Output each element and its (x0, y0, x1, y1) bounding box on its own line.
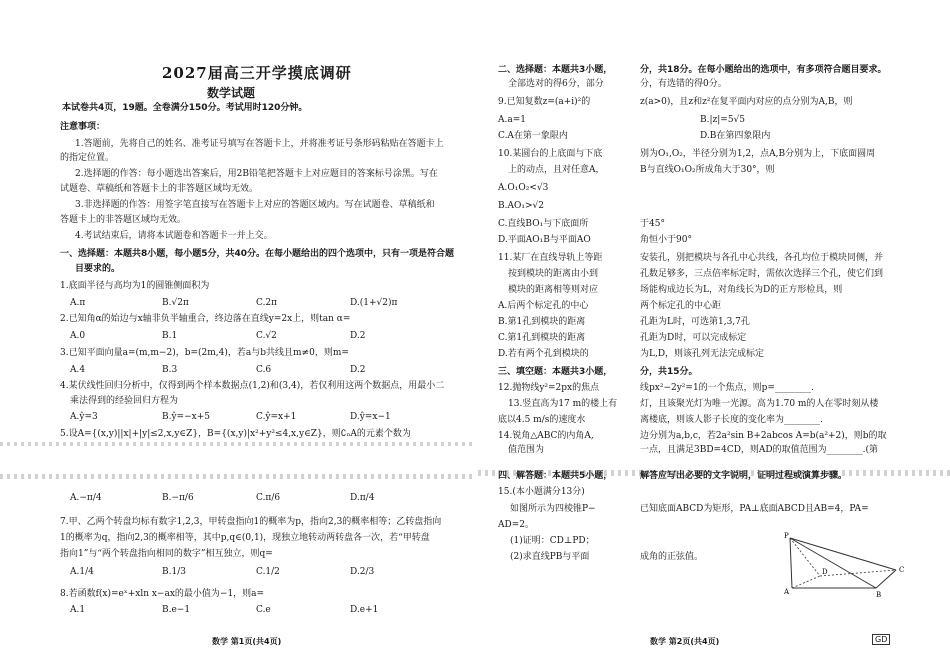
left-column-line: C.第1孔到模块的距离 (498, 333, 586, 343)
vertex-label-p: P (784, 532, 789, 540)
left-column-line: 11.某厂在直线导轨上等距 (498, 253, 603, 263)
vertex-label-a: A (784, 588, 790, 596)
option-d: D.(1+√2)π (350, 298, 398, 308)
option-a: A.1/4 (70, 567, 94, 577)
right-column-line: D.B在第四象限内 (700, 131, 771, 141)
notice-line: 2.选择题的作答：每小题选出答案后，用2B铅笔把答题卡上对应题目的答案标号涂黑。写在 (75, 169, 438, 179)
option-b: B.√2π (162, 298, 189, 308)
scan-fold-blur (0, 474, 472, 479)
section-heading: 目要求的。 (75, 264, 121, 274)
question-stem: 5.设A={(x,y)||x|+|y|≤2,x,y∈Z}，B={(x,y)|x²+y²≤4,x,y∈Z}，则∁ₙA的元素个数为 (60, 429, 411, 439)
left-column-line: A.后两个标定孔的中心 (498, 301, 589, 311)
notice-line: 试题卷、草稿纸和答题卡上的非答题区域均无效。 (60, 184, 259, 194)
notice-line: 的指定位置。 (60, 153, 115, 163)
option-a: A.0 (70, 331, 86, 341)
left-column-line: 14.锐角△ABC的内角A, (498, 431, 594, 441)
right-column-line: 孔数足够多，三点倍率标定时，需依次选择三个孔，使它们到 (640, 269, 884, 279)
option-a: A.1 (70, 605, 86, 615)
right-column-line: 于45° (640, 219, 665, 229)
right-column-line: z(a>0)，且z和z²在复平面内对应的点分别为A,B，则 (640, 97, 853, 107)
question-stem: 8.若函数f(x)=eˣ+xln x−ax的最小值为−1，则a= (60, 589, 265, 599)
scan-fold-blur (0, 442, 472, 446)
notice-line: 3.非选择题的作答：用签字笔直接写在答题卡上对应的答题区域内。写在试题卷、草稿纸和 (75, 200, 435, 210)
option-c: C.1/2 (256, 567, 280, 577)
option-d: D.2 (350, 365, 366, 375)
right-column-line: B与直线O₁O₂所成角大于30°，则 (640, 165, 775, 175)
exam-title: 2027届高三开学摸底调研 (162, 64, 352, 82)
option-d: D.2/3 (350, 567, 375, 577)
print-code-badge: GD (872, 634, 890, 645)
left-column-line: A.O₁O₂<√3 (498, 183, 549, 193)
question-stem: 3.已知平面向量a=(m,m−2)，b=(2m,4)，若a与b共线且m≠0，则m= (60, 348, 349, 358)
left-column-line: 二、选择题：本题共3小题， (498, 65, 613, 75)
right-column-line: 场能构成边长为L，对角线长为D的正方形检具，则 (640, 285, 843, 295)
section-heading: 四、解答题：本题共5小题， (498, 471, 613, 481)
left-column-line: 13.竖直高为17 m的楼上有 (508, 399, 618, 409)
left-column-line: D.平面AO₁B与平面AO (498, 235, 591, 245)
exam-page-2 (478, 0, 950, 672)
question-stem: AD=2。 (498, 520, 534, 530)
option-b: B.1 (162, 331, 178, 341)
option-b: B.−π/6 (162, 493, 194, 503)
left-column-line: C.A在第一象限内 (498, 131, 568, 141)
question-stem: 乘法得到的经验回归方程为 (70, 396, 179, 406)
option-c: C.π/6 (256, 493, 281, 503)
right-column-line: 分，有选错的得0分。 (640, 79, 727, 89)
option-d: D.ŷ=x−1 (350, 412, 391, 422)
right-column-line: 一点，且满足3BD=4CD，则AD的取值范围为________.(第 (640, 445, 879, 455)
question-title: 15.(本小题满分13分) (498, 487, 585, 497)
left-column-line: 底以4.5 m/s的速度水 (498, 415, 586, 425)
question-part: (1)证明：CD⊥PD； (510, 536, 595, 546)
question-stem: 已知底面ABCD为矩形，PA⊥底面ABCD且AB=4，PA= (640, 504, 869, 514)
option-d: D.2 (350, 331, 366, 341)
left-column-line: C.直线BO₁与下底面所 (498, 219, 589, 229)
right-column-line: 为L,D，则该孔列无法完成标定 (640, 349, 765, 359)
vertex-label-b: B (876, 591, 882, 599)
right-column-line: 分，共15分。 (640, 367, 698, 377)
right-column-line: 孔距为D时，可以完成标定 (640, 333, 747, 343)
option-d: D.π/4 (350, 493, 375, 503)
notice-line: 1.答题前，先将自己的姓名、准考证号填写在答题卡上，并将准考证号条形码粘贴在答题卡上 (75, 139, 444, 149)
left-column-line: D.若有两个孔到模块的 (498, 349, 589, 359)
left-column-line: 9.已知复数z=(a+i)²的 (498, 97, 591, 107)
option-c: C.√2 (256, 331, 277, 341)
left-column-line: 全部选对的得6分，部分 (508, 79, 604, 89)
left-column-line: 10.某圆台的上底面与下底 (498, 149, 603, 159)
right-column-line: 边分别为a,b,c，若2a²sin B+2abcos A=b(a²+2)，则b的取 (640, 431, 887, 441)
section-heading: 一、选择题：本题共8小题，每小题5分，共40分。在每小题给出的四个选项中，只有一项是符合题 (60, 249, 455, 259)
option-a: A.ŷ=3 (70, 412, 98, 422)
option-b: B.e−1 (162, 605, 191, 615)
question-stem: 成角的正弦值。 (640, 552, 704, 562)
option-b: B.1/3 (162, 567, 186, 577)
page-footer: 数学 第1页(共4页) (212, 637, 282, 646)
left-column-line: 模块的距离相等则对应 (508, 285, 599, 295)
question-stem: 指向1”与“两个转盘指向相同的数字”相互独立，则q= (60, 549, 273, 559)
right-column-line: 线px²−2y²=1的一个焦点，则p=________. (640, 383, 814, 393)
question-part: (2)求直线PB与平面 (510, 552, 590, 562)
exam-info: 本试卷共4页，19题。全卷满分150分。考试用时120分钟。 (62, 103, 308, 113)
question-stem: 1.底面半径与高均为1的圆锥侧面积为 (60, 281, 210, 291)
vertex-label-d: D (822, 568, 828, 576)
option-c: C.6 (256, 365, 272, 375)
right-column-line: 灯，且该聚光灯为唯一光源。高为1.70 m的人在零时刻从楼 (640, 399, 879, 409)
left-column-line: 三、填空题：本题共3小题， (498, 367, 613, 377)
pyramid-figure (780, 530, 910, 600)
exam-page-1 (0, 0, 472, 672)
page-footer: 数学 第2页(共4页) (650, 637, 720, 646)
question-stem: 2.已知角α的始边与x轴非负半轴重合，终边落在直线y=2x上，则tan α= (60, 314, 351, 324)
option-b: B.3 (162, 365, 178, 375)
option-a: A.−π/4 (70, 493, 102, 503)
option-a: A.π (70, 298, 86, 308)
vertex-label-c: C (899, 566, 905, 574)
question-stem: 4.某伏线性回归分析中，仅得到两个样本数据点(1,2)和(3,4)，若仅利用这两个数据点，用最小二 (60, 381, 445, 391)
question-stem: 7.甲、乙两个转盘均标有数字1,2,3，甲转盘指向1的概率为p，指向2,3的概率相等；乙转盘指向 (60, 517, 442, 527)
left-column-line: B.AO₁>√2 (498, 201, 544, 211)
notice-line: 4.考试结束后，请将本试题卷和答题卡一并上交。 (75, 231, 273, 241)
left-column-line: B.第1孔到模块的距离 (498, 317, 586, 327)
left-column-line: 上的动点，且对任意A， (508, 165, 605, 175)
notice-heading: 注意事项： (60, 122, 106, 132)
right-column-line: B.|z|=5√5 (700, 115, 746, 125)
left-column-line: A.a=1 (498, 115, 526, 125)
left-column-line: 值范围为 (508, 445, 545, 455)
right-column-line: 两个标定孔的中心距 (640, 301, 722, 311)
right-column-line: 离楼底，则该人影子长度的变化率为________. (640, 415, 823, 425)
right-column-line: 别为O₁,O₂，半径分别为1,2，点A,B分别为上，下底面圆周 (640, 149, 876, 159)
exam-subtitle: 数学试题 (207, 86, 256, 100)
option-c: C.e (256, 605, 271, 615)
notice-line: 答题卡上的非答题区域均无效。 (60, 215, 187, 225)
right-column-line: 安装孔，别把模块与各孔中心共线，各孔均位于模块同侧，并 (640, 253, 884, 263)
right-column-line: 孔距为L时，可选第1,3,7孔 (640, 317, 750, 327)
option-b: B.ŷ=−x+5 (162, 412, 210, 422)
left-column-line: 12.抛物线y²=2px的焦点 (498, 383, 600, 393)
option-c: C.ŷ=x+1 (256, 412, 297, 422)
option-a: A.4 (70, 365, 86, 375)
right-column-line: 角恒小于90° (640, 235, 692, 245)
right-column-line: 分，共18分。在每小题给出的选项中，有多项符合题目要求。 (640, 65, 887, 75)
right-column-fragment (640, 64, 950, 455)
option-c: C.2π (256, 298, 278, 308)
left-column-fragment (498, 64, 626, 455)
question-stem: 1的概率为q，指向2,3的概率相等，其中p,q∈(0,1)，现独立地转动两转盘各一次，若“甲转盘 (60, 533, 430, 543)
question-stem: 如图所示为四棱锥P− (510, 504, 596, 514)
section-heading: 解答应写出必要的文字说明，证明过程或演算步骤。 (640, 471, 848, 481)
left-column-line: 按到模块的距离由小到 (508, 269, 599, 279)
option-d: D.e+1 (350, 605, 379, 615)
